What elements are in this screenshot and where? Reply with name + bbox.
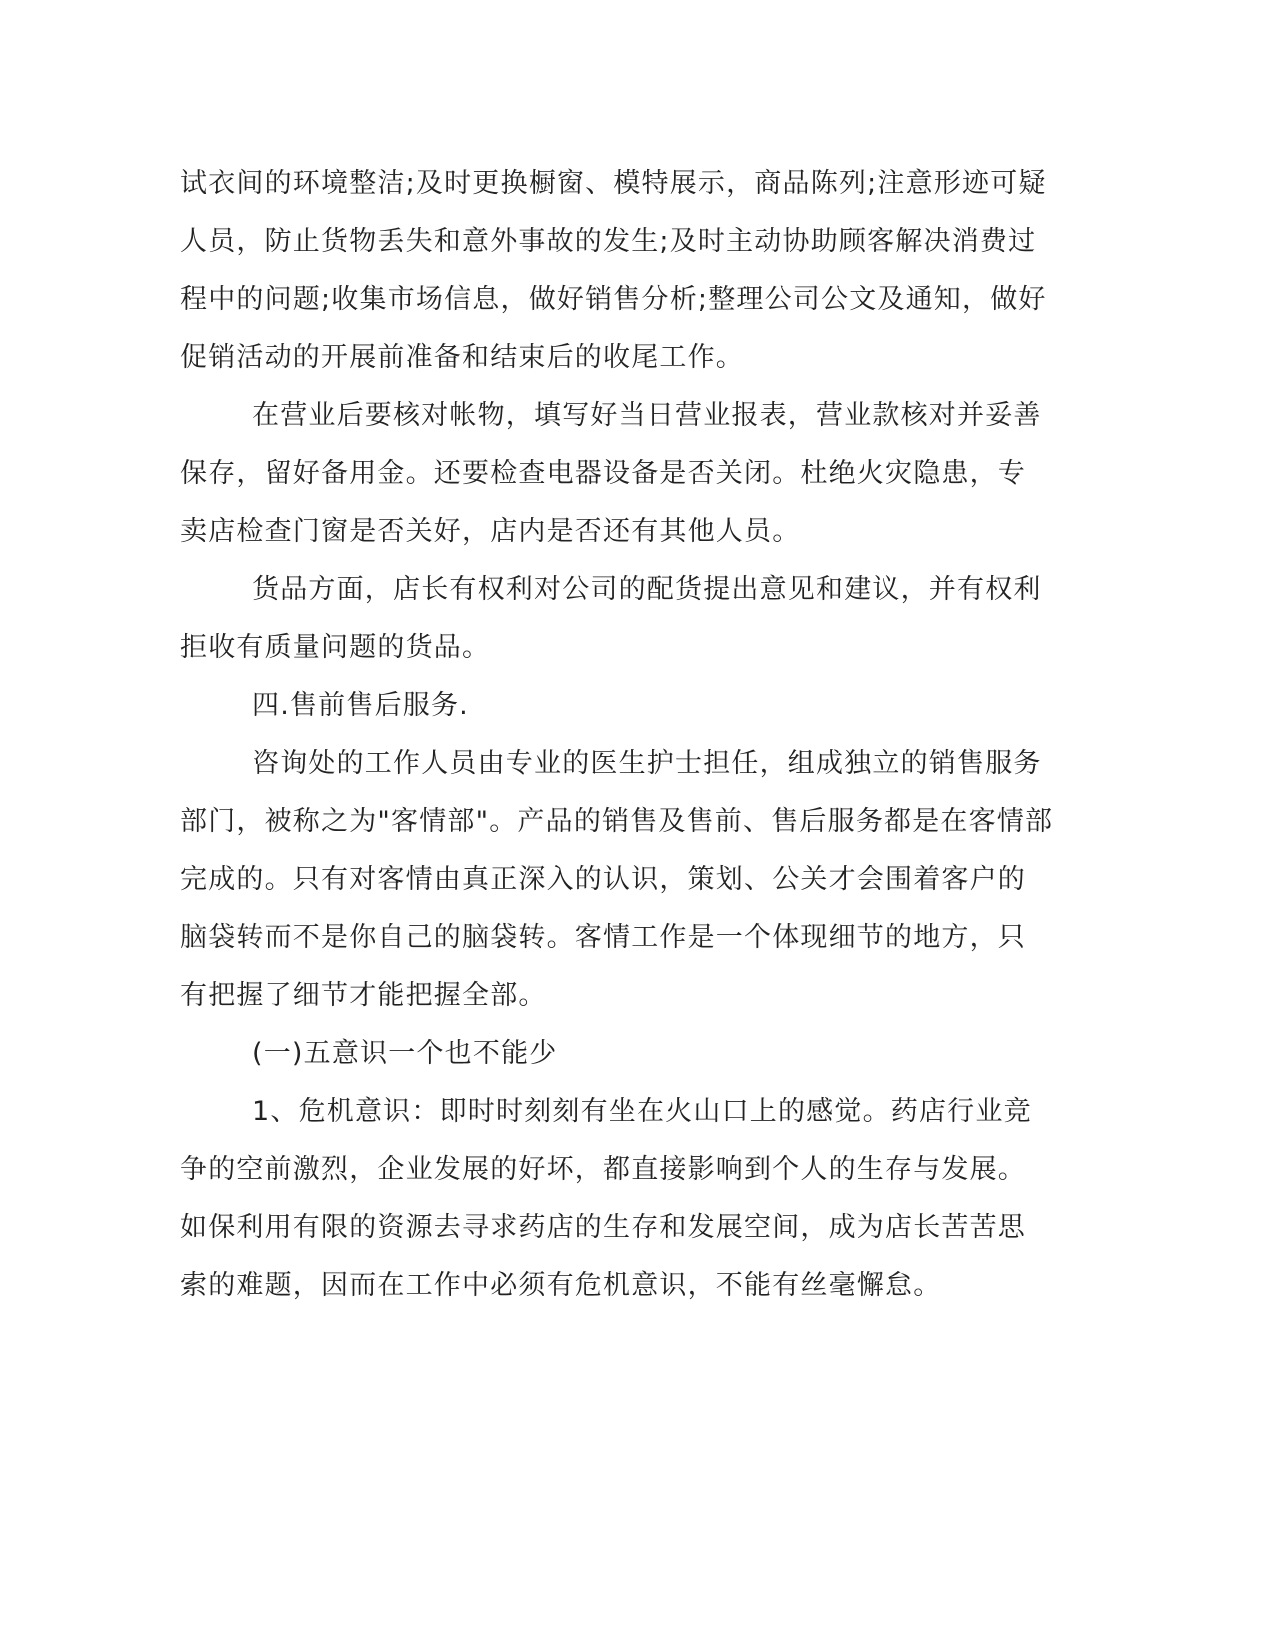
- text-line: 完成的。只有对客情由真正深入的认识，策划、公关才会围着客户的: [180, 864, 1026, 895]
- text-line: 部门，被称之为"客情部"。产品的销售及售前、售后服务都是在客情部: [180, 806, 1054, 837]
- text-line: 人员，防止货物丢失和意外事故的发生;及时主动协助顾客解决消费过: [180, 226, 1037, 257]
- paragraph-first-line: 货品方面，店长有权利对公司的配货提出意见和建议，并有权利: [252, 574, 1042, 605]
- text-line: 卖店检查门窗是否关好，店内是否还有其他人员。: [180, 516, 801, 547]
- text-line: 如保利用有限的资源去寻求药店的生存和发展空间，成为店长苦苦思: [180, 1212, 1026, 1243]
- paragraph-first-line: 1、危机意识：即时时刻刻有坐在火山口上的感觉。药店行业竞: [252, 1096, 1032, 1127]
- section-heading: 四.售前售后服务.: [252, 690, 469, 721]
- text-line: 脑袋转而不是你自己的脑袋转。客情工作是一个体现细节的地方，只: [180, 922, 1026, 953]
- text-line: 促销活动的开展前准备和结束后的收尾工作。: [180, 342, 744, 373]
- text-line: 索的难题，因而在工作中必须有危机意识，不能有丝毫懈怠。: [180, 1270, 942, 1301]
- text-line: 拒收有质量问题的货品。: [180, 632, 491, 663]
- paragraph-first-line: 在营业后要核对帐物，填写好当日营业报表，营业款核对并妥善: [252, 400, 1042, 431]
- text-line: 保存，留好备用金。还要检查电器设备是否关闭。杜绝火灾隐患，专: [180, 458, 1026, 489]
- text-line: 程中的问题;收集市场信息，做好销售分析;整理公司公文及通知，做好: [180, 284, 1047, 315]
- paragraph-first-line: 咨询处的工作人员由专业的医生护士担任，组成独立的销售服务: [252, 748, 1042, 779]
- text-line: 有把握了细节才能把握全部。: [180, 980, 547, 1011]
- subsection-heading: (一)五意识一个也不能少: [252, 1038, 558, 1069]
- text-line: 争的空前激烈，企业发展的好坏，都直接影响到个人的生存与发展。: [180, 1154, 1026, 1185]
- text-line: 试衣间的环境整洁;及时更换橱窗、模特展示，商品陈列;注意形迹可疑: [180, 168, 1047, 199]
